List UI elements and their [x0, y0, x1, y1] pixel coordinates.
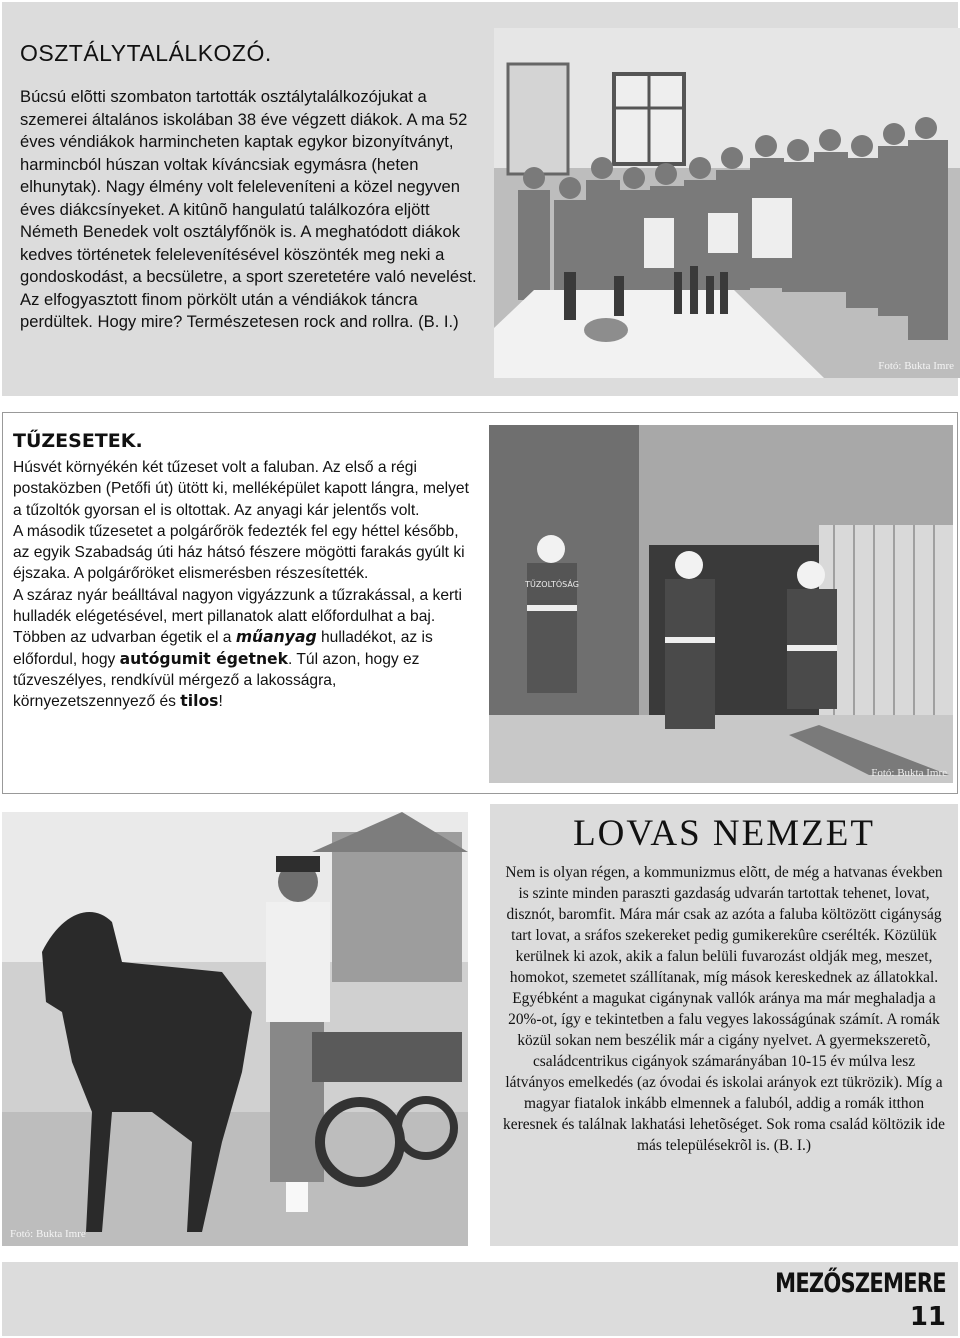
fires-text-span: !: [218, 693, 223, 711]
highlight-forbidden: tilos: [180, 692, 219, 711]
fires-text-span: hulladékot, az is előfordul, hogy: [13, 629, 433, 668]
fires-paragraph: Húsvét környékén két tűzeset volt a faluban. Az első a régi postaközben (Petőfi út) ütött ki, melléképület kapott lángra, melyet a tűzoltók gyorsan el is oltottak. Az anyagi kár jelentős volt.: [13, 459, 469, 519]
horse-title: LOVAS NEMZET: [573, 813, 875, 854]
class-reunion-photo: [494, 28, 960, 378]
fires-body-text: [13, 457, 475, 713]
fires-paragraph: A száraz nyár beálltával nagyon vigyázzunk a tűzrakással, a kerti hulladék elégetésével, mert pillanatok alatt előfordulhat a baj.: [13, 586, 462, 626]
horse-article: [490, 804, 958, 1246]
vest-label: TŰZOLTÓSÁG: [525, 580, 579, 589]
horse-body-text: Nem is olyan régen, a kommunizmus elõtt, de még a hatvanas években is szinte minden paraszti gazdaság udvarán tartottak tehenet, lovat, disznót, baromfit. Mára már csak az azóta a faluba költözött cigányság tart lovat, a sráfos szekereket pedig gumikerekûre cserélték. Közülük kerülnek ki azok, akik a falun belüli fuvarozást oldják meg, meszet, homokot, szemetet szállítanak, míg mások kereskednek az állatokkal. Egyébként a magukat cigánynak vallók aránya ma már meghaladja a 20%-ot, így e tekintetben a falu vegyes lakosságúnak számít. A romák közül sokan nem beszélik már a cigány nyelvet. A gyermekszeretõ, családcentrikus cigányok számarányában 10-15 év múlva lesz látványos emelkedés (az óvodai és iskolai arányok ezt tükrözik). Míg a magyar fiatalok inkább elmennek a faluból, addig a romák itthon keresnek és találnak lakhatási lehetõséget. Sok roma család költözik ide más településekrõl is. (B. I.): [503, 864, 945, 1154]
group-photo-illustration: [494, 28, 960, 378]
page-number: 11: [909, 1302, 946, 1332]
fires-paragraph: [13, 627, 475, 712]
highlight-tyres: autógumit égetnek: [119, 649, 288, 668]
reunion-article: [2, 2, 958, 396]
fire-scene-illustration: [489, 425, 953, 783]
fires-text-span: Többen az udvarban égetik el a: [13, 629, 236, 647]
highlight-plastic: műanyag: [235, 628, 317, 647]
reunion-photo-credit: Fotó: Bukta Imre: [878, 360, 954, 372]
page-footer: [2, 1262, 958, 1336]
reunion-title: OSZTÁLYTALÁLKOZÓ.: [20, 40, 272, 66]
fires-article: [2, 412, 958, 794]
firefighters-photo: [489, 425, 953, 783]
fires-paragraph: A második tűzesetet a polgárőrök fedezték fel egy héttel később, az egyik Szabadság úti ház hátsó fészere mögötti farakás gyúlt ki éjszaka. A polgárőröket elismerésben részesítették.: [13, 522, 465, 583]
fires-title: TŰZESETEK.: [13, 430, 143, 452]
masthead-logo: MEZŐSZEMERE: [775, 1268, 946, 1299]
fires-photo-credit: Fotó: Bukta Imre: [871, 767, 947, 779]
horse-cart-illustration: [2, 812, 468, 1246]
fires-text-span: . Túl azon, hogy ez tűzveszélyes, rendkívül mérgező a lakosságra, környezetszennyező és: [13, 650, 420, 711]
horse-photo-credit: Fotó: Bukta Imre: [10, 1228, 86, 1240]
horse-and-cart-photo: [2, 812, 468, 1246]
reunion-body-text: Búcsú elõtti szombaton tartották osztálytalálkozójukat a szemerei általános iskolában 38 éve végzett diákok. A ma 52 éves véndiákok harmincheten kaptak egykor bizonyítványt, harmincból húszan voltak kíváncsiak egymásra (heten elhunytak). Nagy élmény volt feleleveníteni a közel negyven éves diákcsínyeket. A kitûnõ hangulatú találkozóra eljött Németh Benedek volt osztályfőnök is. A meghatódott diákok kedves történetek felelevenítésével köszönték meg neki a gondoskodást, a becsületre, a sport szeretetére való nevelést. Az elfogyasztott finom pörkölt után a véndiákok táncra perdültek. Hogy mire? Természetesen rock and rollra. (B. I.): [20, 87, 477, 331]
